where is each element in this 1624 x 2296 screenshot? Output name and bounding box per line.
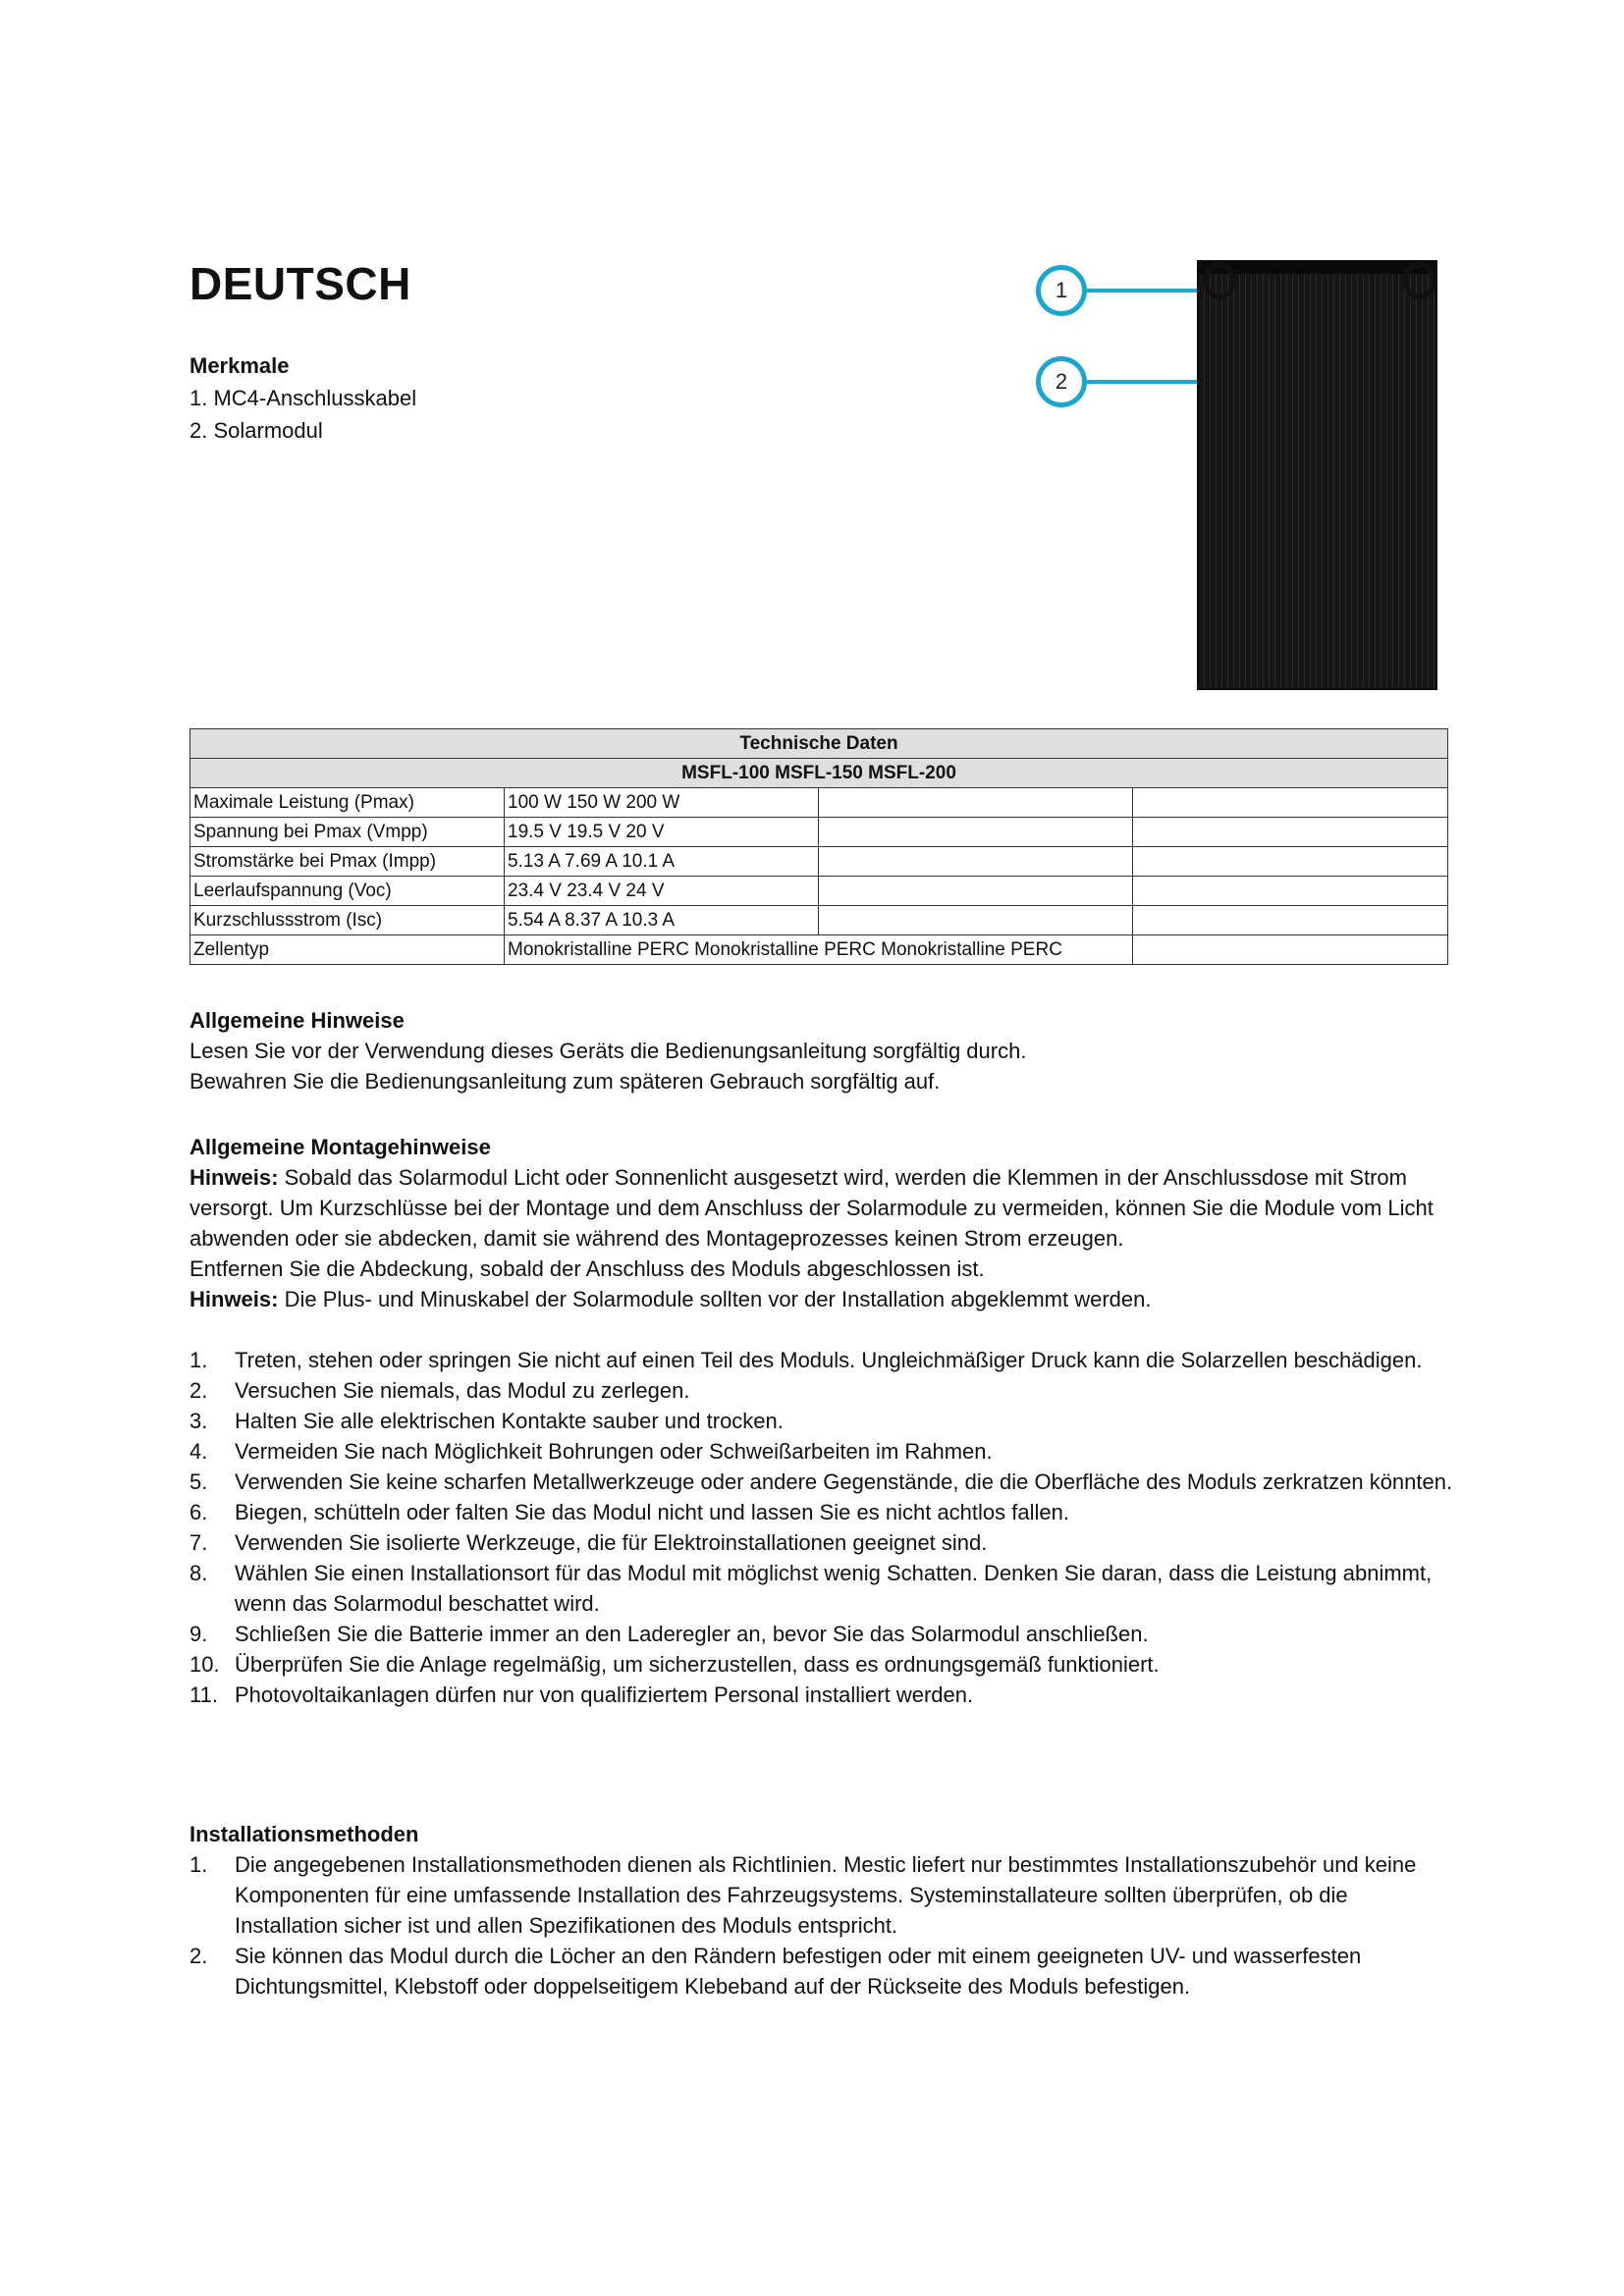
callout-2-line xyxy=(1087,380,1197,384)
list-item: 11. Photovoltaikanlagen dürfen nur von qualifiziertem Personal installiert werden. xyxy=(189,1682,974,1707)
table-row xyxy=(190,818,1448,847)
general-heading: Allgemeine Hinweise xyxy=(189,1008,405,1033)
table-row xyxy=(190,788,1448,818)
callout-1: 1 xyxy=(1036,265,1087,316)
row-label: Leerlaufspannung (Voc) xyxy=(190,877,505,906)
mounting-heading: Allgemeine Montagehinweise xyxy=(189,1135,491,1159)
list-item: 1. Treten, stehen oder springen Sie nicht auf einen Teil des Moduls. Ungleichmäßiger Druck kann die Solarzellen beschädigen. xyxy=(189,1348,1423,1372)
list-item: 5. Verwenden Sie keine scharfen Metallwerkzeuge oder andere Gegenstände, die die Oberfläche des Moduls zerkratzen könnten. xyxy=(189,1469,1453,1494)
table-row xyxy=(190,906,1448,935)
feature-item: 2. Solarmodul xyxy=(189,418,323,443)
note-text: Sobald das Solarmodul Licht oder Sonnenlicht ausgesetzt wird, werden die Klemmen in der Anschlussdose mit Strom versorgt. Um Kurzschlüsse bei der Montage und dem Anschluss der Solarmodule zu vermeiden, können Sie die Module vom Licht abwenden oder sie abdecken, damit sie während des Montageprozesses keinen Strom erzeugen. xyxy=(189,1165,1434,1251)
general-line: Lesen Sie vor der Verwendung dieses Geräts die Bedienungsanleitung sorgfältig durch. xyxy=(189,1039,1027,1063)
table-title: Technische Daten xyxy=(190,729,1448,759)
mounting-list xyxy=(189,1345,1456,1710)
mounting-note-1 xyxy=(189,1162,1456,1254)
mounting-note-2 xyxy=(189,1284,1456,1314)
list-item: 3. Halten Sie alle elektrischen Kontakte sauber und trocken. xyxy=(189,1409,784,1433)
list-item: 10. Überprüfen Sie die Anlage regelmäßig, um sicherzustellen, dass es ordnungsgemäß funktioniert. xyxy=(189,1652,1160,1677)
list-item: 7. Verwenden Sie isolierte Werkzeuge, die für Elektroinstallationen geeignet sind. xyxy=(189,1530,988,1555)
mounting-note-1-cont: Entfernen Sie die Abdeckung, sobald der Anschluss des Moduls abgeschlossen ist. xyxy=(189,1256,985,1281)
row-value: 19.5 V 19.5 V 20 V xyxy=(505,818,819,847)
note-text: Die Plus- und Minuskabel der Solarmodule sollten vor der Installation abgeklemmt werden. xyxy=(278,1287,1152,1311)
specs-table xyxy=(189,728,1448,965)
table-row xyxy=(190,935,1448,965)
row-value: 5.13 A 7.69 A 10.1 A xyxy=(505,847,819,877)
list-item: 8. Wählen Sie einen Installationsort für das Modul mit möglichst wenig Schatten. Denken Sie daran, dass die Leistung abnimmt, wenn das Solarmodul beschattet wird. xyxy=(189,1561,1433,1616)
note-label: Hinweis: xyxy=(189,1165,279,1190)
row-label: Maximale Leistung (Pmax) xyxy=(190,788,505,818)
feature-item: 1. MC4-Anschlusskabel xyxy=(189,386,417,410)
note-label: Hinweis: xyxy=(189,1287,279,1311)
row-value: 100 W 150 W 200 W xyxy=(505,788,819,818)
solar-panel-figure xyxy=(1026,250,1488,692)
general-line: Bewahren Sie die Bedienungsanleitung zum späteren Gebrauch sorgfältig auf. xyxy=(189,1069,941,1094)
callout-2: 2 xyxy=(1036,356,1087,407)
row-label: Stromstärke bei Pmax (Impp) xyxy=(190,847,505,877)
list-item: 1. Die angegebenen Installationsmethoden dienen als Richtlinien. Mestic liefert nur bestimmtes Installationszubehör und keine Komponenten für eine umfassende Installation des Fahrzeugsystems. Systeminstallateure sollten überprüfen, ob die Installation sicher ist und allen Spezifikationen des Moduls entspricht. xyxy=(189,1852,1417,1938)
callout-1-line xyxy=(1087,289,1197,293)
list-item: 2. Versuchen Sie niemals, das Modul zu zerlegen. xyxy=(189,1378,690,1403)
table-models: MSFL-100 MSFL-150 MSFL-200 xyxy=(190,759,1448,788)
mc4-cable-right xyxy=(1403,262,1436,299)
row-label: Spannung bei Pmax (Vmpp) xyxy=(190,818,505,847)
list-item: 4. Vermeiden Sie nach Möglichkeit Bohrungen oder Schweißarbeiten im Rahmen. xyxy=(189,1439,993,1464)
list-item: 6. Biegen, schütteln oder falten Sie das Modul nicht und lassen Sie es nicht achtlos fallen. xyxy=(189,1500,1069,1524)
row-label: Kurzschlussstrom (Isc) xyxy=(190,906,505,935)
features-section xyxy=(189,349,416,447)
installation-section xyxy=(189,1819,1456,2002)
installation-heading: Installationsmethoden xyxy=(189,1822,419,1846)
page-title: DEUTSCH xyxy=(189,258,411,309)
mounting-section xyxy=(189,1132,1456,1710)
table-row xyxy=(190,847,1448,877)
row-label: Zellentyp xyxy=(190,935,505,965)
features-heading: Merkmale xyxy=(189,353,290,378)
installation-list xyxy=(189,1849,1456,2002)
row-value: Monokristalline PERC Monokristalline PERC Monokristalline PERC xyxy=(505,935,1133,965)
mc4-cable-left xyxy=(1203,262,1236,299)
list-item: 9. Schließen Sie die Batterie immer an den Laderegler an, bevor Sie das Solarmodul anschließen. xyxy=(189,1622,1149,1646)
general-notes-section xyxy=(189,1005,1456,1096)
solar-panel-image xyxy=(1197,260,1437,690)
row-value: 5.54 A 8.37 A 10.3 A xyxy=(505,906,819,935)
table-row xyxy=(190,877,1448,906)
row-value: 23.4 V 23.4 V 24 V xyxy=(505,877,819,906)
list-item: 2. Sie können das Modul durch die Löcher an den Rändern befestigen oder mit einem geeigneten UV- und wasserfesten Dichtungsmittel, Klebstoff oder doppelseitigem Klebeband auf der Rückseite des Moduls befestigen. xyxy=(189,1944,1362,1999)
